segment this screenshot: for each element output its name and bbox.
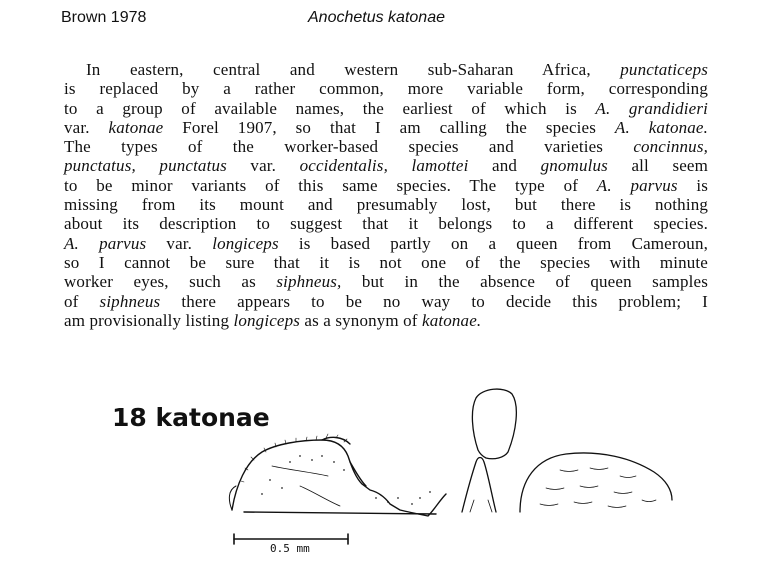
- hair-stipple: [241, 434, 431, 505]
- italic-taxon-name: occidentalis, lamottei: [299, 156, 469, 176]
- text-segment: about its description to suggest that it belongs to a different species.: [64, 214, 708, 234]
- text-segment: but in the absence of queen samples: [341, 272, 709, 292]
- citation: Brown 1978: [61, 9, 147, 26]
- italic-taxon-name: gnomulus: [540, 156, 608, 176]
- text-segment: is: [677, 175, 708, 195]
- text-segment: Forel 1907, so that I am calling the species: [163, 117, 615, 137]
- italic-taxon-name: A. parvus: [596, 175, 678, 195]
- text-segment: and: [468, 156, 541, 176]
- text-segment: In eastern, central and western sub-Saharan Africa,: [86, 60, 621, 79]
- mesosoma-outline: [229, 437, 446, 516]
- italic-taxon-name: punctaticeps: [620, 60, 708, 79]
- italic-taxon-name: A. parvus: [64, 233, 147, 253]
- gaster-outline: [520, 453, 672, 512]
- text-segment: is replaced by a rather common, more variable form, corresponding: [64, 79, 708, 99]
- italic-taxon-name: siphneus: [99, 291, 161, 311]
- text-segment: missing from its mount and presumably lost, but there is nothing: [64, 195, 708, 215]
- text-segment: worker eyes, such as: [64, 272, 277, 292]
- text-segment: var.: [146, 233, 213, 253]
- text-segment: as a synonym of: [300, 310, 423, 330]
- petiole-outline: [462, 458, 496, 513]
- text-segment: to a group of available names, the earliest of which is: [64, 98, 596, 118]
- scale-bar-label: 0.5 mm: [270, 542, 310, 555]
- text-segment: to be minor variants of this same species. The type of: [64, 175, 597, 195]
- text-segment: var.: [226, 156, 300, 176]
- text-segment: of: [64, 291, 100, 311]
- species-title: Anochetus katonae: [308, 9, 445, 26]
- italic-taxon-name: longiceps: [212, 233, 279, 253]
- text-segment: so I cannot be sure that it is not one of the species with minute: [64, 252, 708, 272]
- italic-taxon-name: A. grandidieri: [595, 98, 708, 118]
- italic-taxon-name: concinnus,: [633, 137, 708, 157]
- text-segment: am provisionally listing: [64, 310, 234, 330]
- italic-taxon-name: katonae.: [422, 310, 482, 330]
- text-segment: var.: [64, 117, 109, 137]
- italic-taxon-name: longiceps: [233, 310, 301, 330]
- figure-label: 18 katonae: [112, 403, 270, 432]
- text-segment: all seem: [607, 156, 708, 176]
- text-segment: there appears to be no way to decide this problem; I: [160, 291, 708, 311]
- italic-taxon-name: siphneus,: [276, 272, 342, 292]
- italic-taxon-name: punctatus, punctatus: [64, 156, 227, 176]
- italic-taxon-name: katonae: [108, 117, 164, 137]
- petiole-front-view: [472, 389, 516, 459]
- text-segment: is based partly on a queen from Cameroun,: [278, 233, 708, 253]
- italic-taxon-name: A. katonae.: [614, 117, 708, 137]
- text-segment: The types of the worker-based species and varieties: [64, 137, 634, 157]
